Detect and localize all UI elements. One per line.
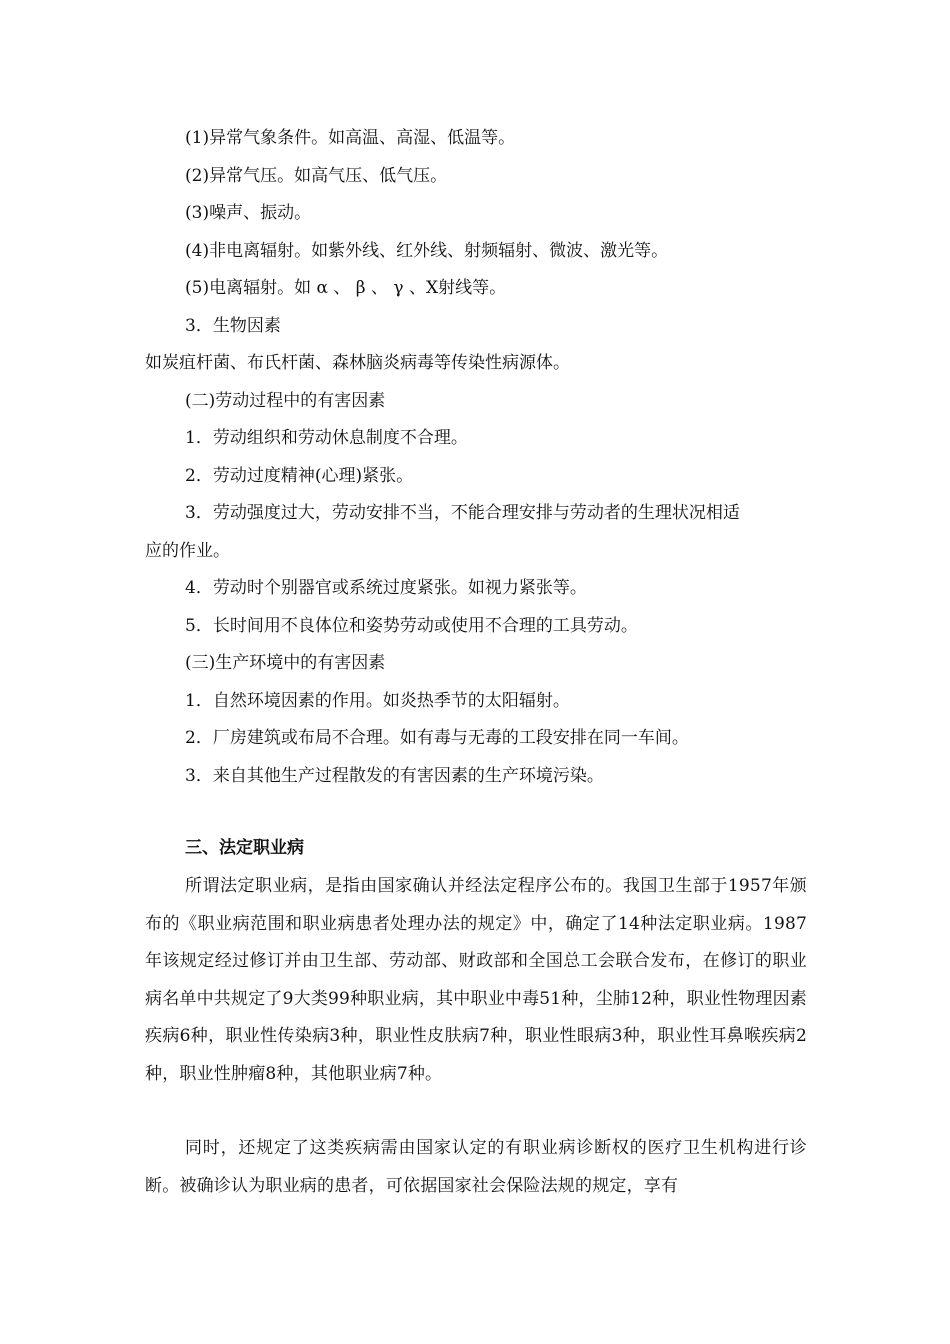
list-item-bad-posture: 5．长时间用不良体位和姿势劳动或使用不合理的工具劳动。: [185, 616, 638, 636]
paragraph-diagnosis-requirements: 同时，还规定了这类疾病需由国家认定的有职业病诊断权的医疗卫生机构进行诊断。被确诊认为职业病的患者，可依据国家社会保险法规的规定，享有: [145, 1138, 807, 1196]
subheading-production-environment: (三)生产环境中的有害因素: [185, 653, 386, 673]
list-item-labor-intensity: 3．劳动强度过大，劳动安排不当，不能合理安排与劳动者的生理状况相适: [185, 503, 740, 523]
list-item-ionizing-radiation: (5)电离辐射。如 α 、 β 、 γ 、X射线等。: [185, 278, 507, 298]
paragraph-biological-examples: 如炭疽杆菌、布氏杆菌、森林脑炎病毒等传染性病源体。: [145, 353, 570, 373]
list-item-mental-stress: 2．劳动过度精神(心理)紧张。: [185, 466, 414, 486]
paragraph-legal-occupational-disease-definition: 所谓法定职业病，是指由国家确认并经法定程序公布的。我国卫生部于1957年颁布的《职业病范围和职业病患者处理办法的规定》中，确定了14种法定职业病。1987年该规定经过修订并由卫生部、劳动部、财政部和全国总工会联合发布，在修订的职业病名单中共规定了9大类99种职业病，其中职业中毒51种，尘肺12种，职业性物理因素疾病6种，职业性传染病3种，职业性皮肤病7种，职业性眼病3种，职业性耳鼻喉疾病2种，职业性肿瘤8种，其他职业病7种。: [145, 876, 807, 1084]
list-item-labor-organization: 1．劳动组织和劳动休息制度不合理。: [185, 428, 468, 448]
subheading-biological-factors: 3．生物因素: [185, 316, 281, 336]
list-item-factory-layout: 2．厂房建筑或布局不合理。如有毒与无毒的工段安排在同一车间。: [185, 728, 689, 748]
list-item-abnormal-weather: (1)异常气象条件。如高温、高湿、低温等。: [185, 128, 516, 148]
list-item-non-ionizing-radiation: (4)非电离辐射。如紫外线、红外线、射频辐射、微波、激光等。: [185, 241, 669, 261]
list-item-natural-environment: 1．自然环境因素的作用。如炎热季节的太阳辐射。: [185, 691, 570, 711]
list-item-noise-vibration: (3)噪声、振动。: [185, 203, 312, 223]
subheading-labor-process: (二)劳动过程中的有害因素: [185, 391, 386, 411]
section-heading-legal-occupational-disease: 三、法定职业病: [185, 838, 304, 858]
list-item-environment-pollution: 3．来自其他生产过程散发的有害因素的生产环境污染。: [185, 766, 604, 786]
list-item-labor-intensity-continued: 应的作业。: [145, 541, 230, 561]
list-item-abnormal-pressure: (2)异常气压。如高气压、低气压。: [185, 166, 448, 186]
list-item-organ-strain: 4．劳动时个别器官或系统过度紧张。如视力紧张等。: [185, 578, 587, 598]
